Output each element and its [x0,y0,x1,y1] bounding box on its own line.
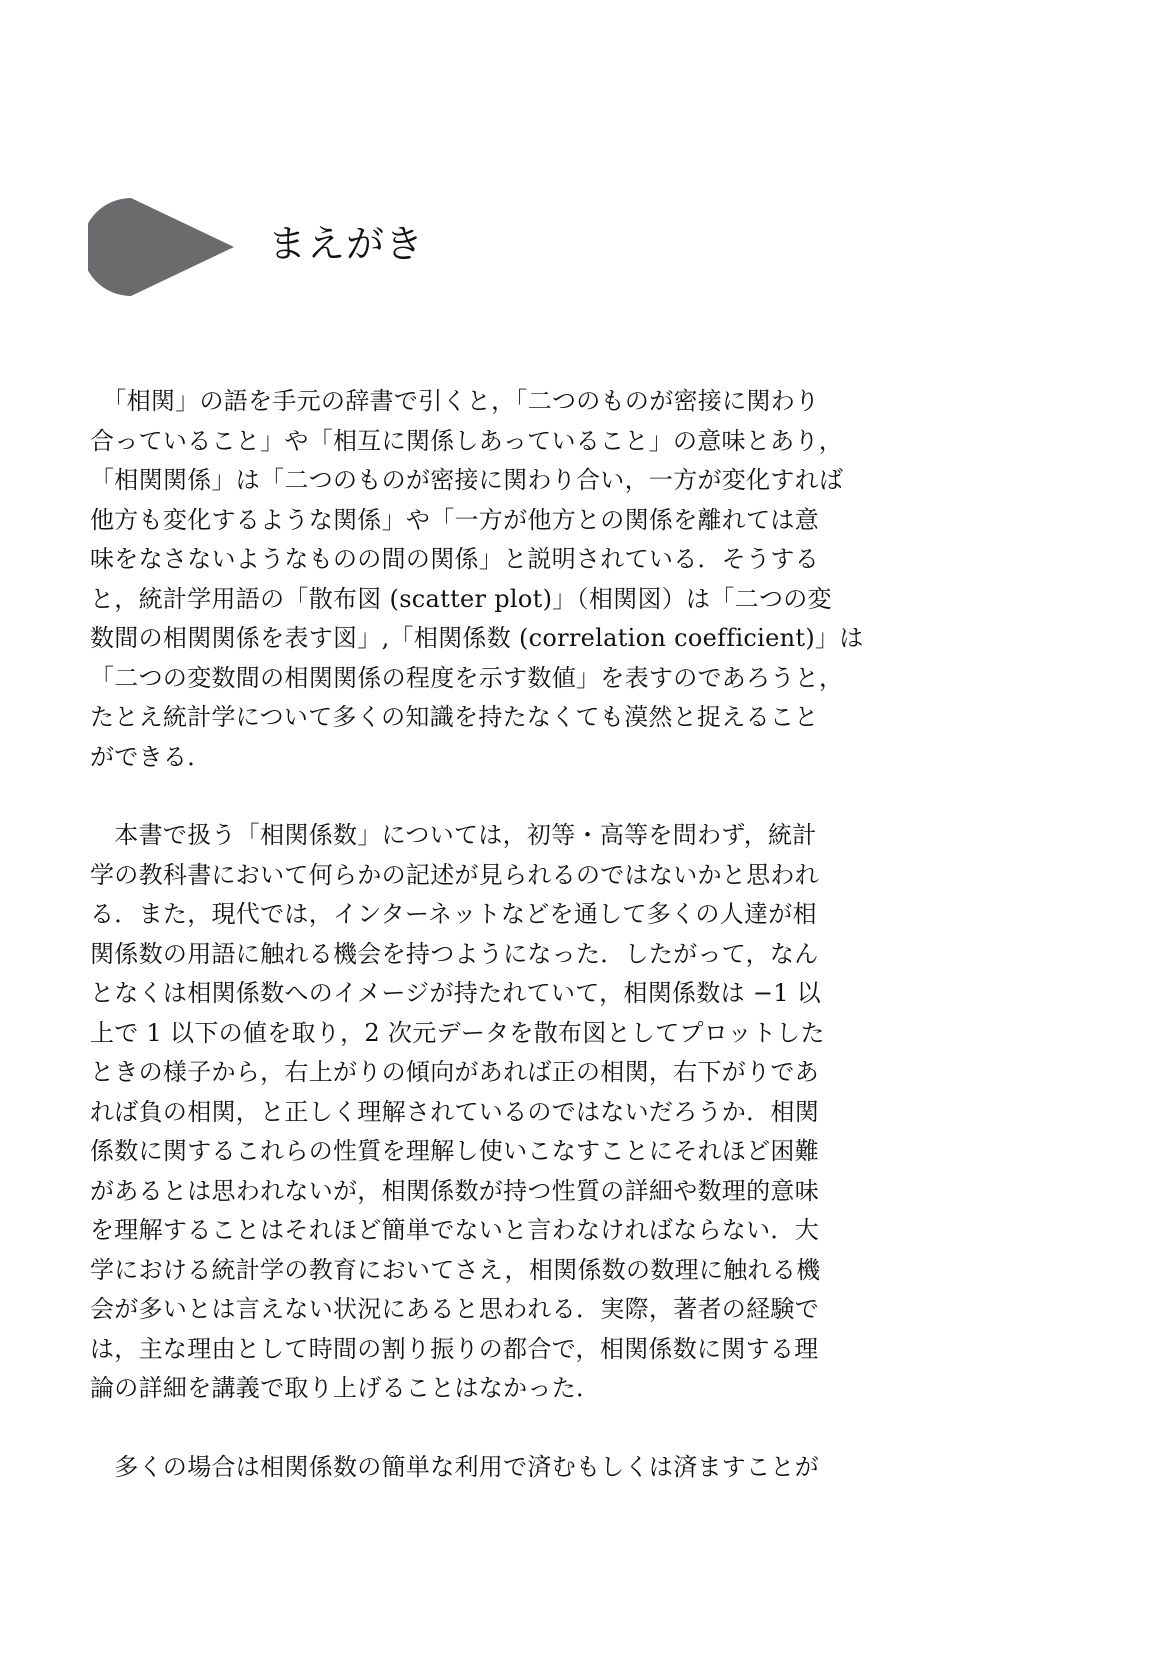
text-line: 本書で扱う「相関係数」については，初等・高等を問わず，統計 [90,821,817,849]
text-line: たとえ統計学について多くの知識を持たなくても漠然と捉えること [90,703,819,731]
paragraph-1 [90,382,864,777]
paragraph-3 [90,1448,860,1488]
text-line: 合っていること」や「相互に関係しあっていること」の意味とあり， [90,426,844,455]
text-line: 関係数の用語に触れる機会を持つようになった．したがって，なん [90,939,819,968]
text-line: 会が多いとは言えない状況にあると思われる．実際，著者の経験で [90,1295,819,1323]
text-line: 係数に関するこれらの性質を理解し使いこなすことにそれほど困難 [90,1137,819,1165]
text-line: 多くの場合は相関係数の簡単な利用で済むもしくは済ますことが [90,1452,819,1481]
text-line: る．また，現代では，インターネットなどを通して多くの人達が相 [90,900,817,928]
text-line: となくは相関係数へのイメージが持たれていて，相関係数は −1 以 [90,979,822,1007]
paragraph-2 [90,816,860,1409]
text-line: ときの様子から，右上がりの傾向があれば正の相関，右下がりであ [90,1058,819,1086]
text-line: を理解することはそれほど簡単でないと言わなければならない．大 [90,1216,819,1244]
text-line: 味をなさないようなものの間の関係」と説明されている．そうする [90,545,819,573]
text-line: 上で 1 以下の値を取り，2 次元データを散布図としてプロットした [90,1018,825,1047]
preface-body [90,382,864,1526]
text-line: 「二つの変数間の相関関係の程度を示す数値」を表すのであろうと， [90,663,844,692]
text-line: 他方も変化するような関係」や「一方が他方との関係を離れては意 [90,505,819,534]
text-line: 学における統計学の教育においてさえ，相関係数の数理に触れる機 [90,1255,821,1284]
text-line: は，主な理由として時間の割り振りの都合で，相関係数に関する理 [90,1334,819,1363]
text-line: と，統計学用語の「散布図 (scatter plot)」（相関図）は「二つの変 [90,584,832,613]
text-line: ができる． [90,742,212,771]
chapter-heading [88,198,588,298]
text-line: があるとは思われないが，相関係数が持つ性質の詳細や数理的意味 [90,1176,819,1205]
text-line: れば負の相関，と正しく理解されているのではないだろうか．相関 [90,1097,819,1126]
text-line: 数間の相関関係を表す図」,「相関係数 (correlation coefficient)」は [90,624,864,652]
text-line: 「相関関係」は「二つのものが密接に関わり合い，一方が変化すれば [90,466,844,494]
teardrop-marker-icon [88,198,248,298]
text-line: 「相関」の語を手元の辞書で引くと，「二つのものが密接に関わり [90,387,820,415]
chapter-title: まえがき [268,222,425,266]
text-line: 学の教科書において何らかの記述が見られるのではないかと思われ [90,860,819,889]
text-line: 論の詳細を講義で取り上げることはなかった． [90,1374,601,1402]
